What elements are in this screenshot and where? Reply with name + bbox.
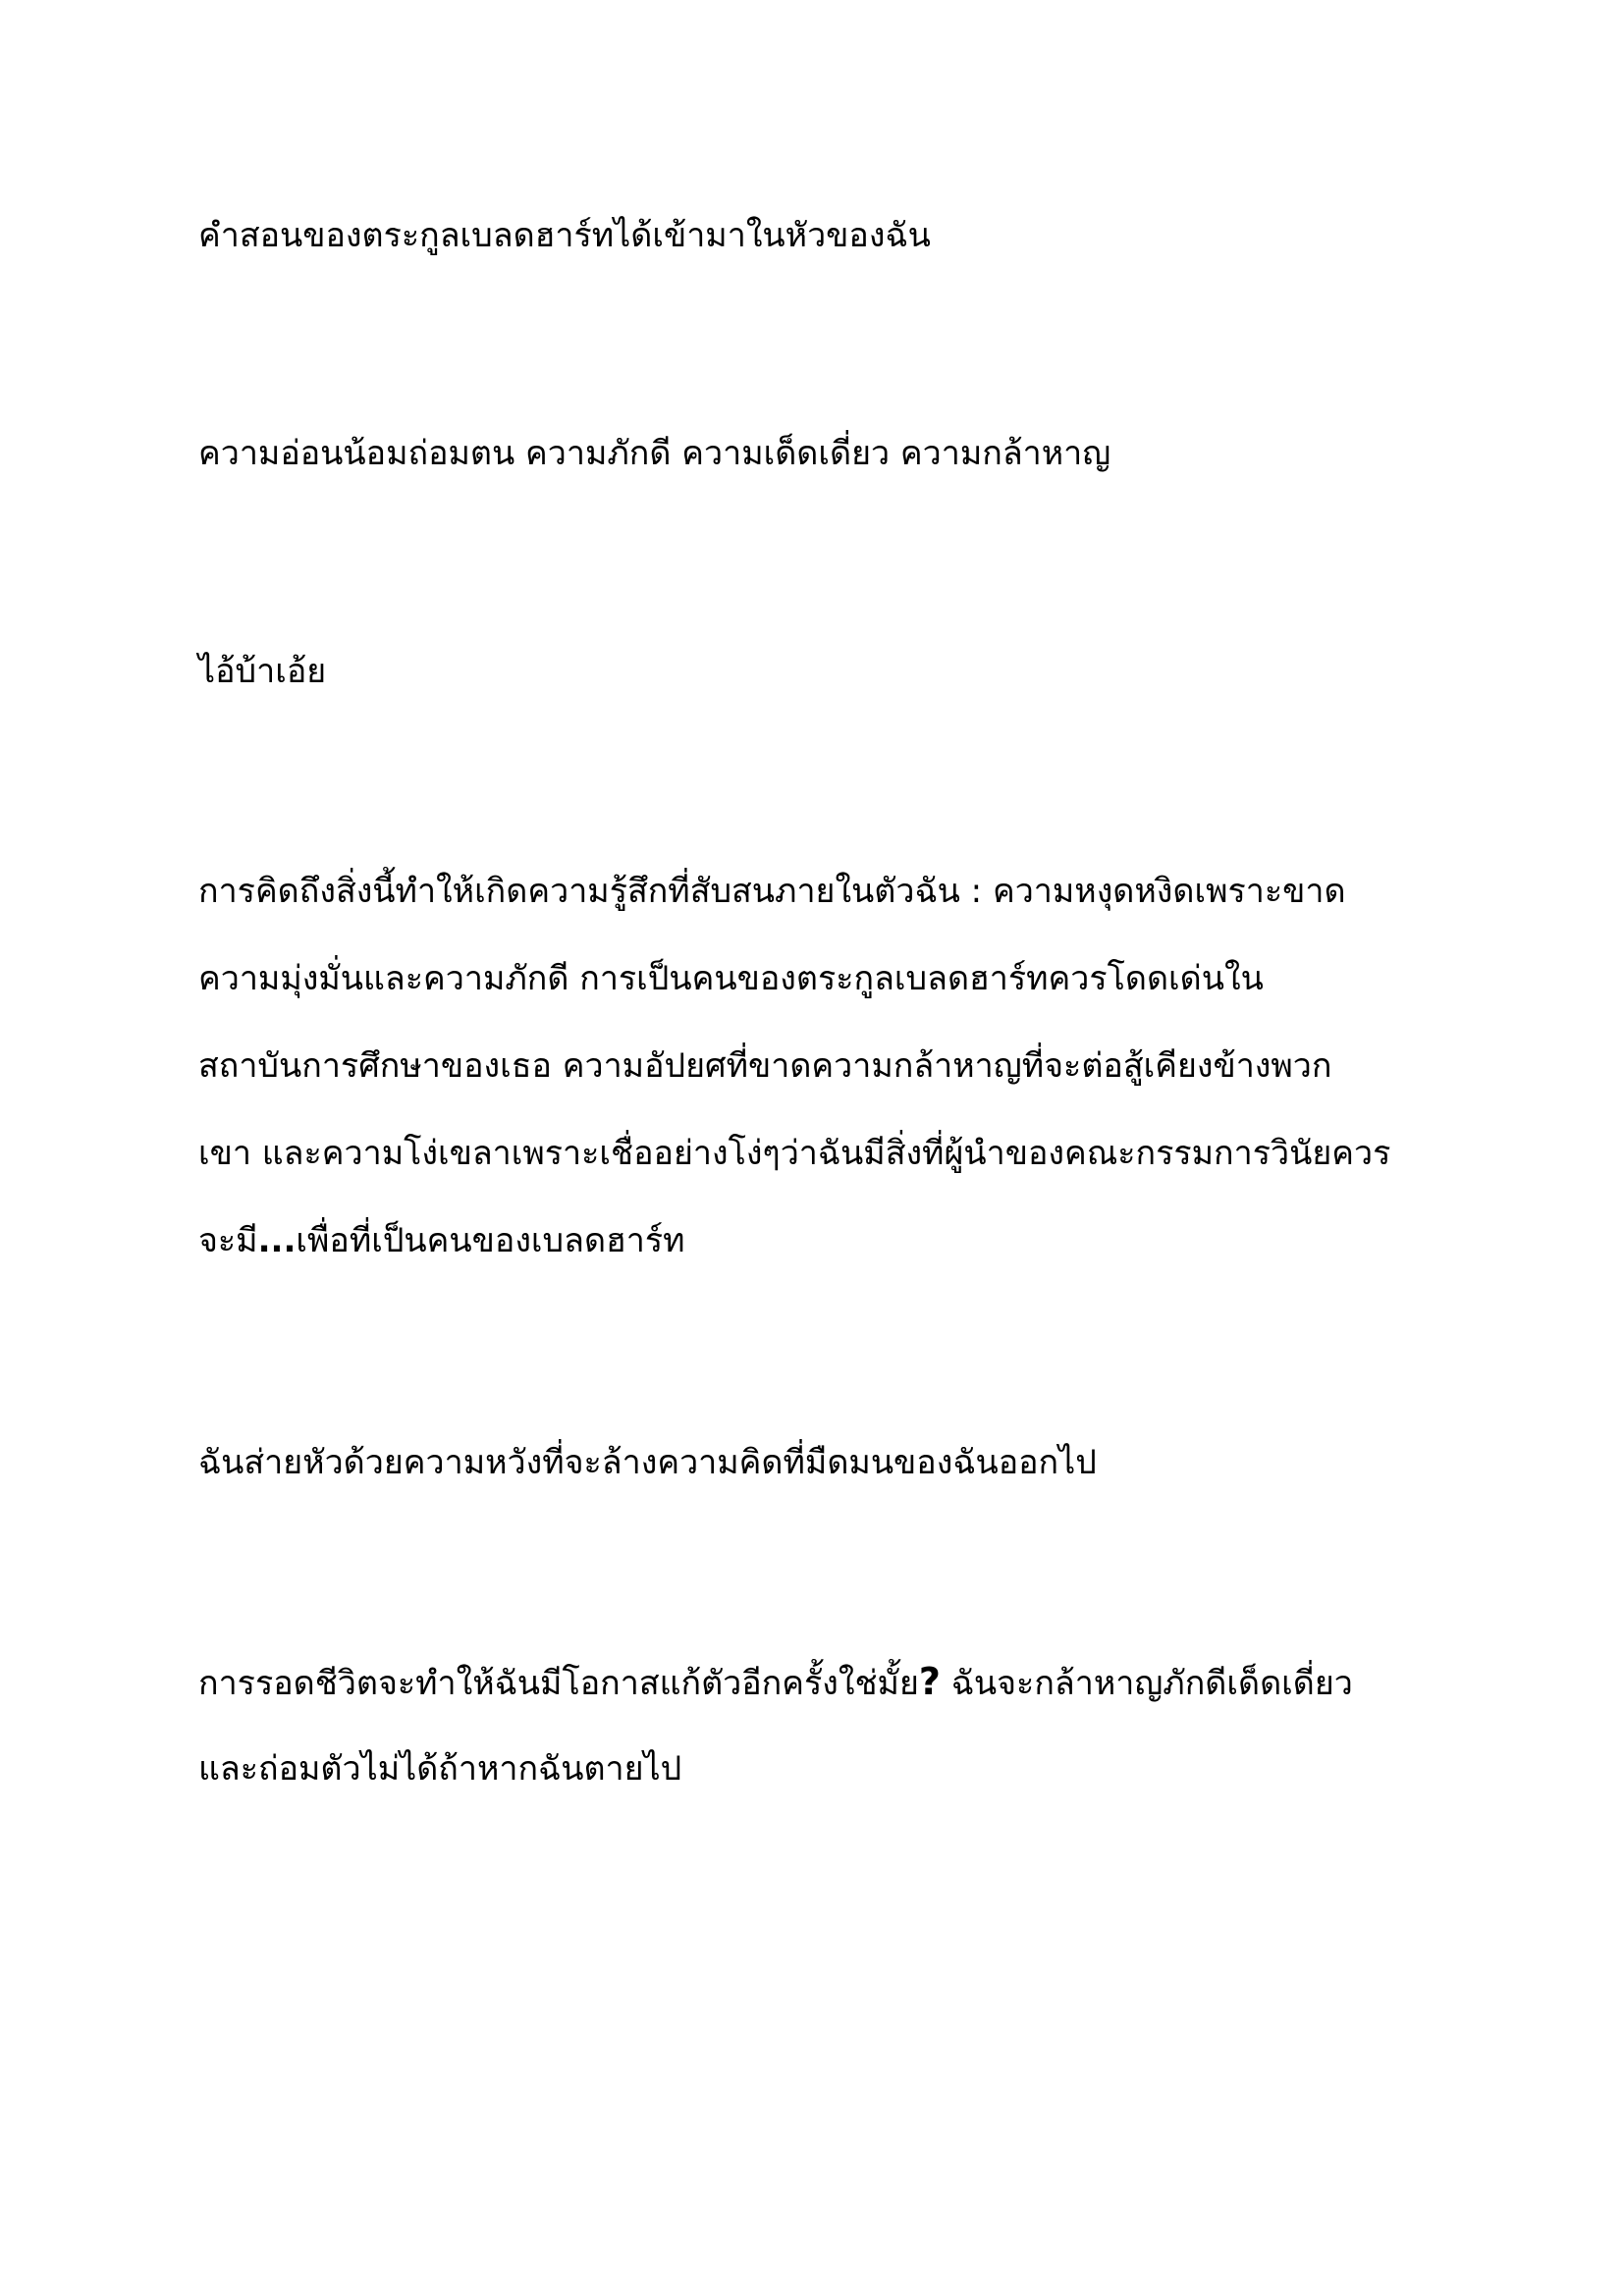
text-line: ความมุ่งมั่นและความภักดี การเป็นคนของตระกูลเบลดฮาร์ทควรโดดเด่นใน (198, 959, 1264, 998)
text-line: เขา และความโง่เขลาเพราะเชื่ออย่างโง่ๆว่าฉันมีสิ่งที่ผู้นำของคณะกรรมการวินัยควร (198, 1134, 1391, 1173)
text-segment: การรอดชีวิตจะทำให้ฉันมีโอกาสแก้ตัวอีกครั้งใช่มั้ย (198, 1664, 919, 1703)
text-line: คำสอนของตระกูลเบลดฮาร์ทได้เข้ามาในหัวของฉัน (198, 216, 931, 255)
paragraph-2 (198, 410, 1475, 498)
paragraph-5 (198, 1419, 1475, 1507)
text-line (198, 1198, 1475, 1285)
paragraph-1 (198, 192, 1475, 280)
text-segment: ฉันจะกล้าหาญภักดีเด็ดเดี่ยว (940, 1664, 1353, 1703)
text-segment: เพื่อที่เป็นคนของเบลดฮาร์ท (296, 1221, 685, 1260)
text-line: ไอ้บ้าเอ้ย (198, 652, 327, 691)
paragraph-6 (198, 1638, 1475, 1813)
text-line: สถาบันการศึกษาของเธอ ความอัปยศที่ขาดความกล้าหาญที่จะต่อสู้เคียงข้างพวก (198, 1046, 1332, 1086)
text-line: ฉันส่ายหัวด้วยความหวังที่จะล้างความคิดที่มืดมนของฉันออกไป (198, 1443, 1097, 1482)
text-segment: จะมี (198, 1221, 258, 1260)
text-line: ความอ่อนน้อมถ่อมตน ความภักดี ความเด็ดเดี่ยว ความกล้าหาญ (198, 434, 1111, 473)
text-line (198, 1638, 1475, 1726)
text-line: การคิดถึงสิ่งนี้ทำให้เกิดความรู้สึกที่สับสนภายในตัวฉัน : ความหงุดหงิดเพราะขาด (198, 872, 1346, 911)
text-line: และถ่อมตัวไม่ได้ถ้าหากฉันตายไป (198, 1749, 682, 1789)
paragraph-4 (198, 848, 1475, 1285)
ellipsis-emphasis: ... (257, 1221, 297, 1260)
paragraph-3 (198, 628, 1475, 716)
question-mark-emphasis: ? (918, 1660, 941, 1703)
